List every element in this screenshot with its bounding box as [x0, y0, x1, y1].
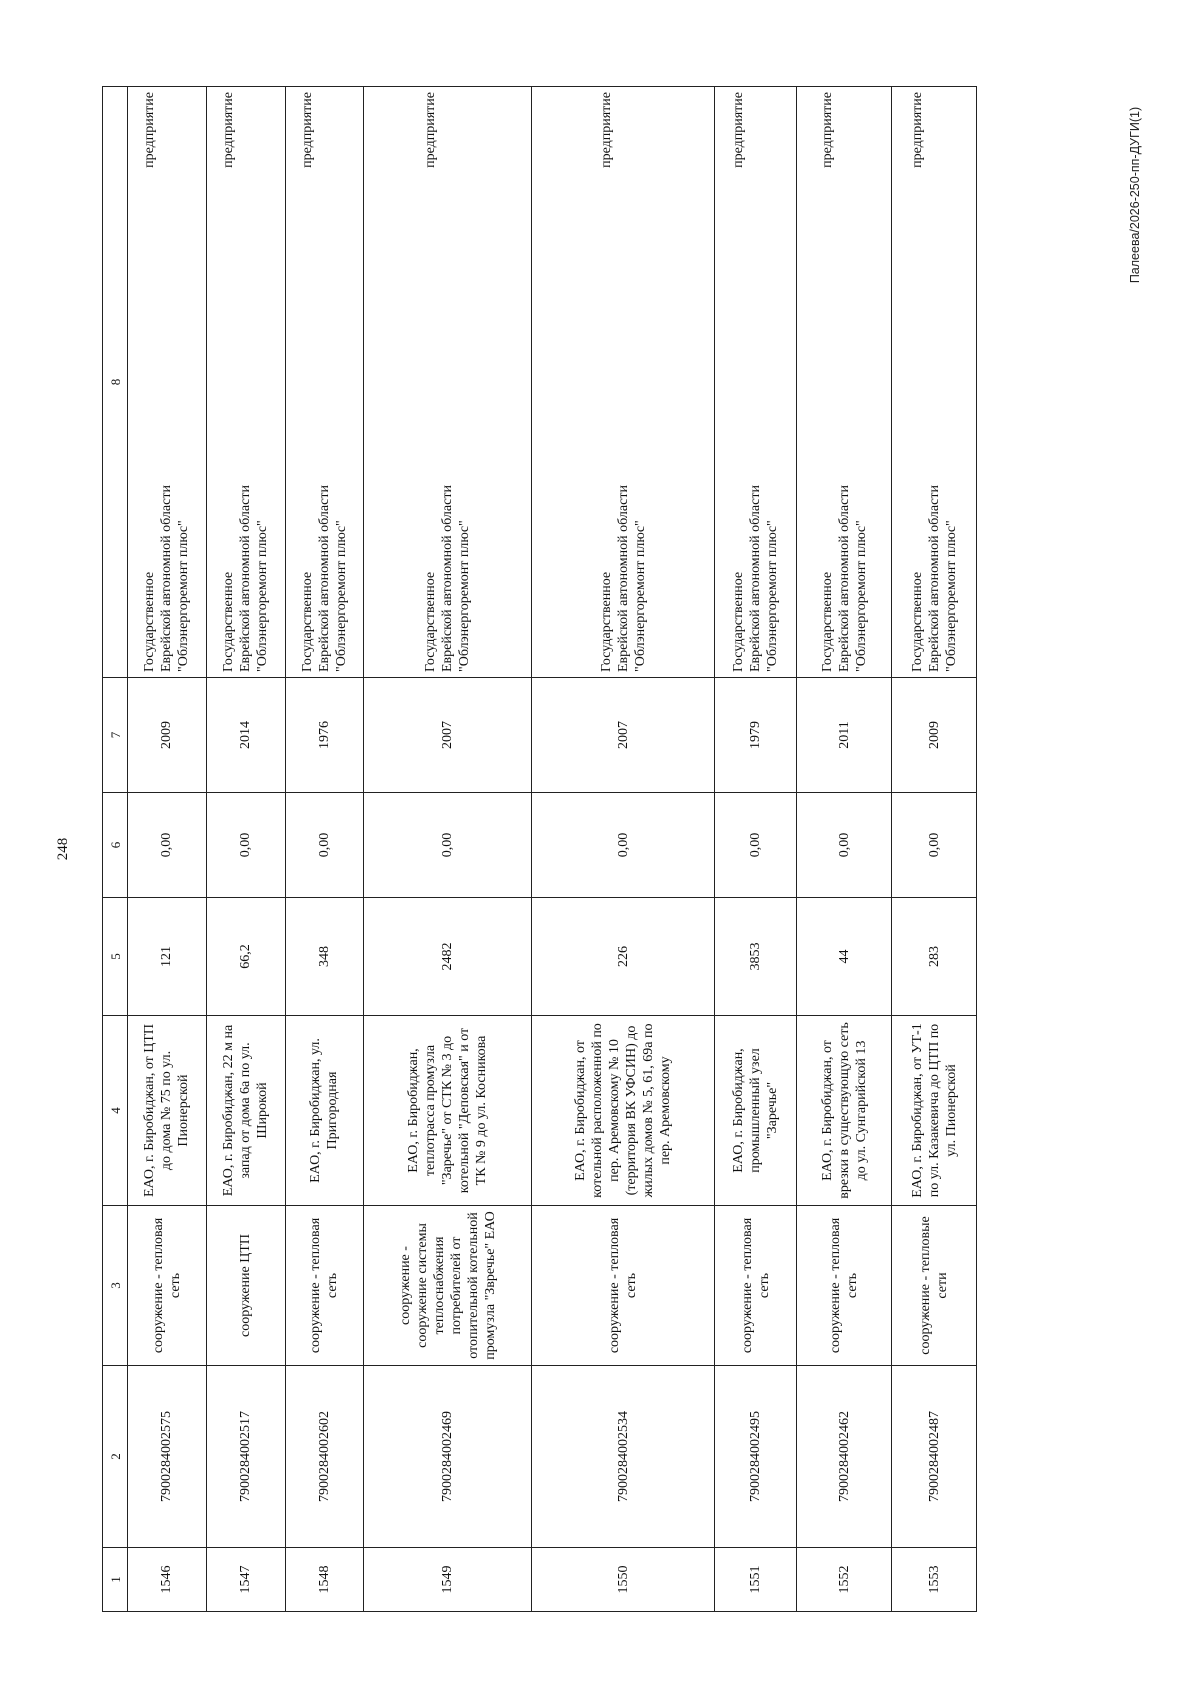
header-cell-1: 1	[103, 1548, 128, 1612]
header-cell-6: 6	[103, 793, 128, 898]
object-value: 0,00	[364, 793, 532, 898]
owner-line-3: "Облэнергоремонт плюс"	[765, 520, 781, 672]
owner-line-1: Государственное предприятие	[142, 92, 158, 672]
object-year: 2011	[797, 678, 892, 793]
object-address: ЕАО, г. Биробиджан, от врезки в существующую сеть до ул. Сунгарийской 13	[797, 1016, 892, 1206]
owner-line-2: Еврейской автономной области	[926, 485, 942, 672]
object-year: 2009	[128, 678, 207, 793]
cadastral-number: 7900284002495	[715, 1366, 797, 1548]
header-cell-2: 2	[103, 1366, 128, 1548]
object-owner	[364, 87, 532, 678]
object-length: 44	[797, 898, 892, 1016]
owner-line-2: Еврейской автономной области	[748, 485, 764, 672]
owner-line-3: "Облэнергоремонт плюс"	[943, 520, 959, 672]
owner-line-2: Еврейской автономной области	[316, 485, 332, 672]
owner-line-3: "Облэнергоремонт плюс"	[457, 520, 473, 672]
cadastral-number: 7900284002469	[364, 1366, 532, 1548]
owner-line-1: Государственное предприятие	[819, 92, 835, 672]
object-address: ЕАО, г. Биробиджан, теплотрасса промузла "Заречье" от СТК № 3 до котельной "Деповская" и от ТК № 9 до ул. Косникова	[364, 1016, 532, 1206]
object-value: 0,00	[128, 793, 207, 898]
owner-line-2: Еврейской автономной области	[836, 485, 852, 672]
row-number: 1550	[532, 1548, 715, 1612]
owner-line-3: "Облэнергоремонт плюс"	[176, 520, 192, 672]
object-length: 66,2	[206, 898, 285, 1016]
object-year: 2007	[364, 678, 532, 793]
row-number: 1549	[364, 1548, 532, 1612]
object-owner	[285, 87, 364, 678]
owner-line-1: Государственное предприятие	[731, 92, 747, 672]
header-cell-5: 5	[103, 898, 128, 1016]
object-length: 2482	[364, 898, 532, 1016]
object-type: сооружение - тепловая сеть	[797, 1206, 892, 1366]
object-value: 0,00	[892, 793, 977, 898]
object-address: ЕАО, г. Биробиджан, от котельной расположенной по пер. Аремовскому № 10 (территория ВК УФСИН) до жилых домов № 5, 61, 69а по пер. Аремовскому	[532, 1016, 715, 1206]
object-year: 1976	[285, 678, 364, 793]
row-number: 1546	[128, 1548, 207, 1612]
owner-line-1: Государственное предприятие	[299, 92, 315, 672]
registry-table-rotated	[102, 87, 977, 1612]
row-number: 1552	[797, 1548, 892, 1612]
object-length: 348	[285, 898, 364, 1016]
object-value: 0,00	[715, 793, 797, 898]
owner-line-2: Еврейской автономной области	[159, 485, 175, 672]
object-type: сооружение - сооружение системы теплоснабжения потребителей от отопительной котельной промузла "Звречье" ЕАО	[364, 1206, 532, 1366]
table-row	[206, 87, 285, 1612]
object-owner	[715, 87, 797, 678]
object-owner	[128, 87, 207, 678]
header-row	[103, 87, 128, 1612]
header-cell-7: 7	[103, 678, 128, 793]
row-number: 1547	[206, 1548, 285, 1612]
object-owner	[206, 87, 285, 678]
header-cell-8: 8	[103, 87, 128, 678]
object-length: 121	[128, 898, 207, 1016]
table-row	[715, 87, 797, 1612]
object-owner	[892, 87, 977, 678]
object-type: сооружение - тепловая сеть	[532, 1206, 715, 1366]
owner-line-1: Государственное предприятие	[221, 92, 237, 672]
object-year: 2009	[892, 678, 977, 793]
object-type: сооружение - тепловая сеть	[715, 1206, 797, 1366]
owner-line-3: "Облэнергоремонт плюс"	[853, 520, 869, 672]
cadastral-number: 7900284002517	[206, 1366, 285, 1548]
owner-line-3: "Облэнергоремонт плюс"	[333, 520, 349, 672]
object-value: 0,00	[206, 793, 285, 898]
object-type: сооружение - тепловые сети	[892, 1206, 977, 1366]
object-year: 2014	[206, 678, 285, 793]
document-code: Палеева/2026-250-пп-ДУГИ(1)	[1128, 106, 1142, 284]
cadastral-number: 7900284002534	[532, 1366, 715, 1548]
object-address: ЕАО, г. Биробиджан, от УТ-1 по ул. Казакевича до ЦТП по ул. Пионерской	[892, 1016, 977, 1206]
object-type: сооружение - тепловая сеть	[128, 1206, 207, 1366]
cadastral-number: 7900284002602	[285, 1366, 364, 1548]
object-address: ЕАО, г. Биробиджан, ул. Пригородная	[285, 1016, 364, 1206]
object-owner	[797, 87, 892, 678]
object-owner	[532, 87, 715, 678]
owner-line-1: Государственное предприятие	[423, 92, 439, 672]
registry-table-frame	[102, 87, 977, 1612]
header-cell-4: 4	[103, 1016, 128, 1206]
table-row	[364, 87, 532, 1612]
owner-line-3: "Облэнергоремонт плюс"	[632, 520, 648, 672]
row-number: 1551	[715, 1548, 797, 1612]
object-value: 0,00	[532, 793, 715, 898]
object-address: ЕАО, г. Биробиджан, промышленный узел "Заречье"	[715, 1016, 797, 1206]
owner-line-2: Еврейской автономной области	[238, 485, 254, 672]
owner-line-2: Еврейской автономной области	[615, 485, 631, 672]
object-length: 283	[892, 898, 977, 1016]
registry-table	[102, 86, 977, 1612]
object-type: сооружение ЦТП	[206, 1206, 285, 1366]
object-year: 2007	[532, 678, 715, 793]
table-row	[797, 87, 892, 1612]
table-row	[285, 87, 364, 1612]
object-value: 0,00	[285, 793, 364, 898]
table-row	[128, 87, 207, 1612]
object-value: 0,00	[797, 793, 892, 898]
object-length: 3853	[715, 898, 797, 1016]
owner-line-2: Еврейской автономной области	[440, 485, 456, 672]
object-type: сооружение - тепловая сеть	[285, 1206, 364, 1366]
owner-line-3: "Облэнергоремонт плюс"	[255, 520, 271, 672]
table-row	[532, 87, 715, 1612]
owner-line-1: Государственное предприятие	[598, 92, 614, 672]
object-address: ЕАО, г. Биробиджан, от ЦТП до дома № 75 по ул. Пионерской	[128, 1016, 207, 1206]
cadastral-number: 7900284002575	[128, 1366, 207, 1548]
cadastral-number: 7900284002487	[892, 1366, 977, 1548]
object-length: 226	[532, 898, 715, 1016]
row-number: 1548	[285, 1548, 364, 1612]
object-year: 1979	[715, 678, 797, 793]
row-number: 1553	[892, 1548, 977, 1612]
cadastral-number: 7900284002462	[797, 1366, 892, 1548]
header-cell-3: 3	[103, 1206, 128, 1366]
owner-line-1: Государственное предприятие	[909, 92, 925, 672]
table-row	[892, 87, 977, 1612]
object-address: ЕАО, г. Биробиджан, 22 м на запад от дома 6а по ул. Широкой	[206, 1016, 285, 1206]
page-number: 248	[55, 837, 71, 861]
